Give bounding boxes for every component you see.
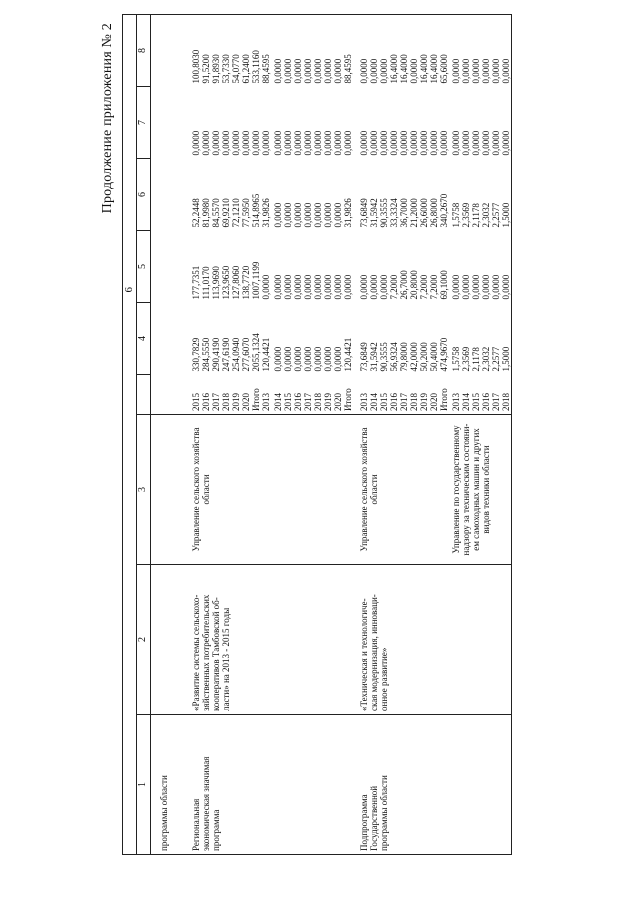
table-cell: 84,5570 — [211, 198, 221, 228]
table-cell: 0,0000 — [471, 274, 481, 300]
table-cell: 0,0000 — [409, 130, 419, 156]
table-cell: Итого — [343, 388, 353, 411]
header-super-row — [123, 14, 137, 854]
table-cell: 0,0000 — [273, 346, 283, 372]
col-number-4-year — [137, 375, 151, 415]
table-cell: 1,5000 — [501, 202, 511, 228]
block-0-years — [187, 375, 271, 415]
table-cell: 0,0000 — [359, 58, 369, 84]
table-cell: 0,0000 — [333, 274, 343, 300]
table-cell: 2016 — [481, 393, 491, 411]
table-cell: 0,0000 — [241, 130, 251, 156]
table-cell: 31,5942 — [369, 342, 379, 372]
table-cell: 33,3324 — [389, 198, 399, 228]
table-cell: 2013 — [359, 393, 369, 411]
table-cell: 2018 — [501, 393, 511, 411]
table-cell: 2019 — [419, 393, 429, 411]
block-0b-col5-values — [271, 231, 353, 303]
table-cell: 474,9670 — [439, 337, 449, 372]
table-cell: 2020 — [333, 393, 343, 411]
table-cell: 2,3032 — [481, 346, 491, 372]
table-cell: 111,0170 — [201, 266, 211, 300]
table-cell: 0,0000 — [293, 202, 303, 228]
table-cell: 26,8000 — [429, 198, 439, 228]
table-cell: 0,0000 — [323, 202, 333, 228]
block-0-col5-values — [187, 231, 271, 303]
table-cell: 20,8000 — [409, 270, 419, 300]
subprogram-block-modernization — [353, 14, 449, 854]
block-2-col4-values — [449, 303, 512, 375]
table-cell: 0,0000 — [293, 346, 303, 372]
table-cell: 0,0000 — [283, 130, 293, 156]
table-cell: 0,0000 — [293, 274, 303, 300]
table-cell: 0,0000 — [323, 274, 333, 300]
block-2-col7-values — [449, 87, 512, 159]
table-cell: 7,2000 — [419, 274, 429, 300]
table-cell: 69,1000 — [439, 270, 449, 300]
table-cell: 2015 — [379, 393, 389, 411]
col-number-6: 6 — [137, 159, 151, 231]
block-1-col2: «Техническая и технологиче- ская модернизация, инноваци- онное развитие» — [353, 565, 449, 715]
table-cell: 73,6849 — [359, 198, 369, 228]
table-cell: 0,0000 — [303, 58, 313, 84]
table-cell: 2013 — [451, 393, 461, 411]
table-cell: 2,1178 — [471, 203, 481, 228]
col-number-5: 5 — [137, 231, 151, 303]
block-0-col2: «Развитие системы сельскохо- зяйственных потребительских кооперативов Тамбовской об- ласти» на 2013 - 2015 годы — [187, 565, 271, 715]
table-cell: 91,8930 — [211, 54, 221, 84]
block-0b-col7-values — [271, 87, 353, 159]
continuation-row — [151, 14, 188, 854]
table-cell: 0,0000 — [261, 274, 271, 300]
table-cell: 127,8060 — [231, 265, 241, 300]
table-cell: 0,0000 — [409, 58, 419, 84]
block-1-col1: Подпрограмма Государственной программы области — [353, 715, 449, 855]
block-0-col6-values — [187, 159, 271, 231]
table-cell: 65,6000 — [439, 54, 449, 84]
table-cell: 0,0000 — [461, 130, 471, 156]
col-number-4: 4 — [137, 303, 151, 375]
program-block-cooperatives-part2 — [271, 14, 353, 854]
table-cell: 1,5758 — [451, 346, 461, 372]
subprogram-block-tech-supervision — [449, 14, 512, 854]
table-cell: 0,0000 — [273, 274, 283, 300]
table-cell: 2,3032 — [481, 202, 491, 228]
table-cell: 0,0000 — [323, 130, 333, 156]
table-cell: 7,2000 — [389, 274, 399, 300]
table-cell: 0,0000 — [293, 58, 303, 84]
table-cell: 2016 — [389, 393, 399, 411]
table-cell: 0,0000 — [251, 130, 261, 156]
table-cell: 0,0000 — [293, 130, 303, 156]
table-cell: 0,0000 — [471, 58, 481, 84]
table-cell: 0,0000 — [283, 274, 293, 300]
table-cell: 0,0000 — [343, 274, 353, 300]
table-cell: 88,4595 — [343, 54, 353, 84]
table-cell: 2,3569 — [461, 346, 471, 372]
table-cell: 81,9980 — [201, 198, 211, 228]
table-cell: 2017 — [303, 393, 313, 411]
table-cell: 2,1178 — [471, 347, 481, 372]
table-cell: 50,4000 — [429, 342, 439, 372]
block-2-col5-values — [449, 231, 512, 303]
table-cell: 2014 — [461, 393, 471, 411]
table-cell: 2,2577 — [491, 202, 501, 228]
table-cell: 54,0770 — [231, 54, 241, 84]
table-cell: 2016 — [293, 393, 303, 411]
table-cell: 61,2400 — [241, 54, 251, 84]
table-cell: 90,3555 — [379, 342, 389, 372]
table-cell: 2017 — [211, 393, 221, 411]
rotated-table-sheet — [96, 15, 616, 855]
table-cell: 90,3555 — [379, 198, 389, 228]
col-number-8: 8 — [137, 14, 151, 86]
table-cell: 0,0000 — [379, 130, 389, 156]
table-cell: 72,1210 — [231, 198, 241, 228]
table-cell: 2015 — [283, 393, 293, 411]
table-cell: 0,0000 — [481, 274, 491, 300]
table-cell: 2019 — [231, 393, 241, 411]
table-cell: 50,2000 — [419, 342, 429, 372]
continuation-title: Продолжение приложения № 2 — [100, 23, 115, 214]
table-cell: 2014 — [273, 393, 283, 411]
table-cell: 0,0000 — [491, 58, 501, 84]
table-cell: 2020 — [241, 393, 251, 411]
table-cell: 0,0000 — [429, 130, 439, 156]
table-cell: 0,0000 — [333, 130, 343, 156]
block-0b-col6-values — [271, 159, 353, 231]
table-cell: 42,0000 — [409, 342, 419, 372]
table-cell: 2,2577 — [491, 346, 501, 372]
col-number-3: 3 — [137, 415, 151, 565]
table-cell: 2,3569 — [461, 202, 471, 228]
table-cell: 53,7330 — [221, 54, 231, 84]
block-1-col7-values — [353, 87, 449, 159]
table-cell: 2015 — [471, 393, 481, 411]
table-cell: 0,0000 — [313, 130, 323, 156]
table-cell: 0,0000 — [313, 58, 323, 84]
table-cell: 0,0000 — [501, 58, 511, 84]
block-1-col3: Управление сельского хозяйства области — [353, 415, 449, 565]
continuation-col1: программы области — [151, 715, 188, 855]
block-1-col8-values — [353, 14, 449, 86]
table-cell: 2017 — [399, 393, 409, 411]
table-cell: 36,7000 — [399, 198, 409, 228]
table-cell: 0,0000 — [461, 274, 471, 300]
col-number-1: 1 — [137, 715, 151, 855]
table-cell: 284,5550 — [201, 337, 211, 372]
table-cell: 0,0000 — [501, 274, 511, 300]
table-cell: 2018 — [409, 393, 419, 411]
table-cell: 0,0000 — [471, 130, 481, 156]
table-cell: 247,6190 — [221, 337, 231, 372]
table-cell: 0,0000 — [379, 58, 389, 84]
table-cell: 2019 — [323, 393, 333, 411]
table-cell: 254,0940 — [231, 337, 241, 372]
table-cell: 0,0000 — [461, 58, 471, 84]
table-cell: 2018 — [221, 393, 231, 411]
table-cell: 0,0000 — [273, 202, 283, 228]
table-cell: 0,0000 — [451, 130, 461, 156]
block-2-col1 — [449, 715, 512, 855]
block-2-years — [449, 375, 512, 415]
block-1-col6-values — [353, 159, 449, 231]
block-0-col4-values — [187, 303, 271, 375]
block-0-col3: Управление сельского хозяйства области — [187, 415, 271, 565]
table-cell: 0,0000 — [303, 274, 313, 300]
table-cell: 113,9690 — [211, 266, 221, 300]
table-cell: 2018 — [313, 393, 323, 411]
table-cell: 0,0000 — [451, 274, 461, 300]
block-0b-col4-values — [271, 303, 353, 375]
table-cell: 0,0000 — [273, 130, 283, 156]
table-cell: Итого — [251, 388, 261, 411]
block-1-col5-values — [353, 231, 449, 303]
table-cell: 0,0000 — [283, 58, 293, 84]
table-cell: 2016 — [201, 393, 211, 411]
table-cell: 73,6849 — [359, 342, 369, 372]
table-cell: 16,4000 — [429, 54, 439, 84]
table-cell: 69,9210 — [221, 198, 231, 228]
block-1-years — [353, 375, 449, 415]
table-cell: 0,0000 — [343, 130, 353, 156]
table-cell: 0,0000 — [369, 274, 379, 300]
table-cell: 100,8030 — [191, 49, 201, 84]
table-cell: 16,4000 — [419, 54, 429, 84]
table-cell: 0,0000 — [369, 58, 379, 84]
col-6-super-label: 6 — [123, 14, 137, 564]
table-cell: 88,4595 — [261, 54, 271, 84]
table-cell: 330,7829 — [191, 337, 201, 372]
table-cell: 0,0000 — [333, 202, 343, 228]
table-cell: 533,1160 — [251, 50, 261, 84]
table-cell: 7,2000 — [429, 274, 439, 300]
table-cell: 0,0000 — [261, 130, 271, 156]
table-cell: 1,5758 — [451, 202, 461, 228]
table-cell: 77,5950 — [241, 198, 251, 228]
block-2-col8-values — [449, 14, 512, 86]
table-cell: 0,0000 — [389, 130, 399, 156]
table-cell: 0,0000 — [313, 274, 323, 300]
table-cell: 2020 — [429, 393, 439, 411]
table-cell: 2014 — [369, 393, 379, 411]
table-cell: 2013 — [261, 393, 271, 411]
block-0b-col8-values — [271, 14, 353, 86]
table-cell: 1007,1199 — [251, 261, 261, 300]
table-cell: 26,6000 — [419, 198, 429, 228]
table-cell: 0,0000 — [323, 58, 333, 84]
table-cell: 1,5000 — [501, 346, 511, 372]
table-cell: 0,0000 — [283, 346, 293, 372]
table-cell: 120,4421 — [343, 337, 353, 372]
table-cell: Итого — [439, 388, 449, 411]
table-cell: 2015 — [191, 393, 201, 411]
table-cell: 0,0000 — [481, 58, 491, 84]
table-cell: 0,0000 — [221, 130, 231, 156]
table-cell: 0,0000 — [379, 274, 389, 300]
column-number-row — [137, 14, 151, 854]
block-0b-years — [271, 375, 353, 415]
table-cell: 0,0000 — [359, 274, 369, 300]
table-cell: 0,0000 — [303, 130, 313, 156]
table-cell: 26,7000 — [399, 270, 409, 300]
table-cell: 290,4190 — [211, 337, 221, 372]
table-cell: 21,2000 — [409, 198, 419, 228]
table-cell: 0,0000 — [481, 130, 491, 156]
table-cell: 0,0000 — [323, 346, 333, 372]
table-cell: 0,0000 — [501, 130, 511, 156]
table-cell: 0,0000 — [313, 202, 323, 228]
table-cell: 0,0000 — [303, 346, 313, 372]
table-cell: 56,9324 — [389, 342, 399, 372]
table-cell: 0,0000 — [231, 130, 241, 156]
table-cell: 0,0000 — [369, 130, 379, 156]
table-cell: 0,0000 — [399, 130, 409, 156]
table-cell: 0,0000 — [283, 202, 293, 228]
table-cell: 0,0000 — [333, 58, 343, 84]
table-cell: 0,0000 — [303, 202, 313, 228]
table-cell: 52,2448 — [191, 198, 201, 228]
table-cell: 0,0000 — [191, 130, 201, 156]
block-2-col6-values — [449, 159, 512, 231]
table-cell: 16,4000 — [389, 54, 399, 84]
table-cell: 514,8965 — [251, 193, 261, 228]
table-cell: 31,9826 — [261, 198, 271, 228]
col-number-7: 7 — [137, 87, 151, 159]
budget-table — [122, 14, 512, 855]
block-0-col1: Региональная экономическая значимая программа — [187, 715, 271, 855]
table-cell: 0,0000 — [273, 58, 283, 84]
table-cell: 0,0000 — [451, 58, 461, 84]
table-cell: 340,2670 — [439, 193, 449, 228]
table-cell: 177,7351 — [191, 265, 201, 300]
program-block-cooperatives — [187, 14, 271, 854]
table-cell: 0,0000 — [491, 130, 501, 156]
table-cell: 0,0000 — [491, 274, 501, 300]
block-0-col7-values — [187, 87, 271, 159]
block-2-col2 — [449, 565, 512, 715]
table-cell: 0,0000 — [211, 130, 221, 156]
block-1-col4-values — [353, 303, 449, 375]
table-cell: 0,0000 — [439, 130, 449, 156]
table-cell: 0,0000 — [201, 130, 211, 156]
table-cell: 91,5200 — [201, 54, 211, 84]
table-cell: 123,9650 — [221, 265, 231, 300]
table-cell: 31,9826 — [343, 198, 353, 228]
table-cell: 79,8000 — [399, 342, 409, 372]
table-cell: 2055,1324 — [251, 333, 261, 372]
table-cell: 277,6070 — [241, 337, 251, 372]
table-cell: 0,0000 — [419, 130, 429, 156]
col-number-2: 2 — [137, 565, 151, 715]
block-0-col8-values — [187, 14, 271, 86]
table-cell: 0,0000 — [313, 346, 323, 372]
table-cell: 0,0000 — [333, 346, 343, 372]
table-cell: 138,7720 — [241, 265, 251, 300]
table-cell: 31,5942 — [369, 198, 379, 228]
table-cell: 2017 — [491, 393, 501, 411]
block-2-col3: Управление по государственному надзору за техническим состояни- ем самоходных машин и других видов техники области — [449, 415, 512, 565]
table-cell: 0,0000 — [359, 130, 369, 156]
table-cell: 120,4421 — [261, 337, 271, 372]
table-cell: 16,4000 — [399, 54, 409, 84]
